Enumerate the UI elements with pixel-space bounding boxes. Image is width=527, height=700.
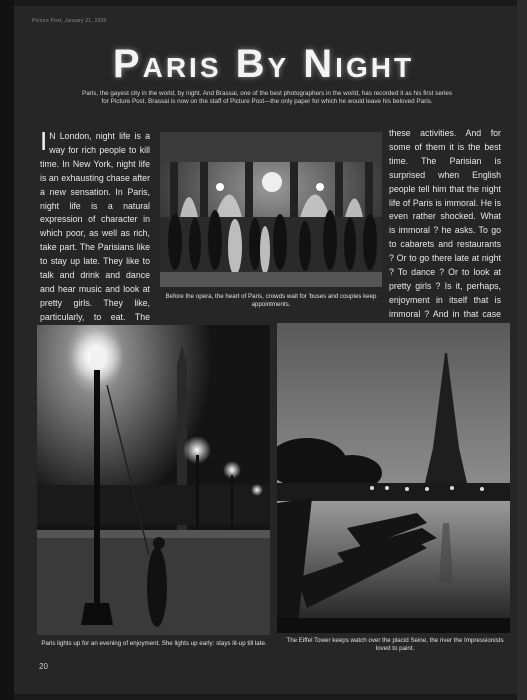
page-spine-shadow — [0, 0, 14, 700]
eiffel-tower-photo — [277, 323, 510, 633]
running-head: Picture Post, January 21, 1939 — [32, 18, 107, 24]
lamplighter-caption: Paris lights up for an evening of enjoyment. She lights up early: stays lit-up till late. — [41, 640, 267, 647]
left-text-column — [40, 126, 150, 353]
article-title: Paris By Night — [112, 42, 415, 86]
drop-cap: I — [40, 126, 48, 156]
eiffel-caption: The Eiffel Tower keeps watch over the placid Seine, the river the Impressionists loved to paint. — [286, 637, 504, 652]
article-subtitle: Paris, the gayest city in the world, by night. And Brassai, one of the best photographers in the world, has recorded it as his first series for Picture Post. Brassai is now on the staff of Picture Post—the only paper for which he would leave his beloved Paris. — [82, 90, 452, 105]
right-text-column: these activities. And for some of them it is the best time. The Parisian is surprised when English people tell him that the night life of Paris is immoral. He is even rather shocked. What is immoral ? he asks. To go to cabarets and restaurants ? Or to go there late at night ? To dance ? Or to look at pretty girls ? Is it, perhaps, enjoyment in itself that is immoral ? And in that case — [389, 128, 501, 319]
page-number: 20 — [39, 662, 48, 671]
opera-crowd-photo — [160, 132, 382, 287]
opera-caption: Before the opera, the heart of Paris, crowds wait for 'buses and couples keep appointments. — [165, 293, 377, 308]
left-column-text: N London, night life is a way for rich people to kill time. In New York, night life is an exhausting chase after a new sensation. In Paris, night life is a natural expression of character in which poor, as well as rich, take part. The Parisians like to stay up late. They like to talk and drink and dance and hear music and look at pretty girls. They like, particularly, to eat. The — [40, 131, 150, 322]
lamplighter-photo — [37, 325, 270, 635]
page-edge — [517, 0, 527, 700]
